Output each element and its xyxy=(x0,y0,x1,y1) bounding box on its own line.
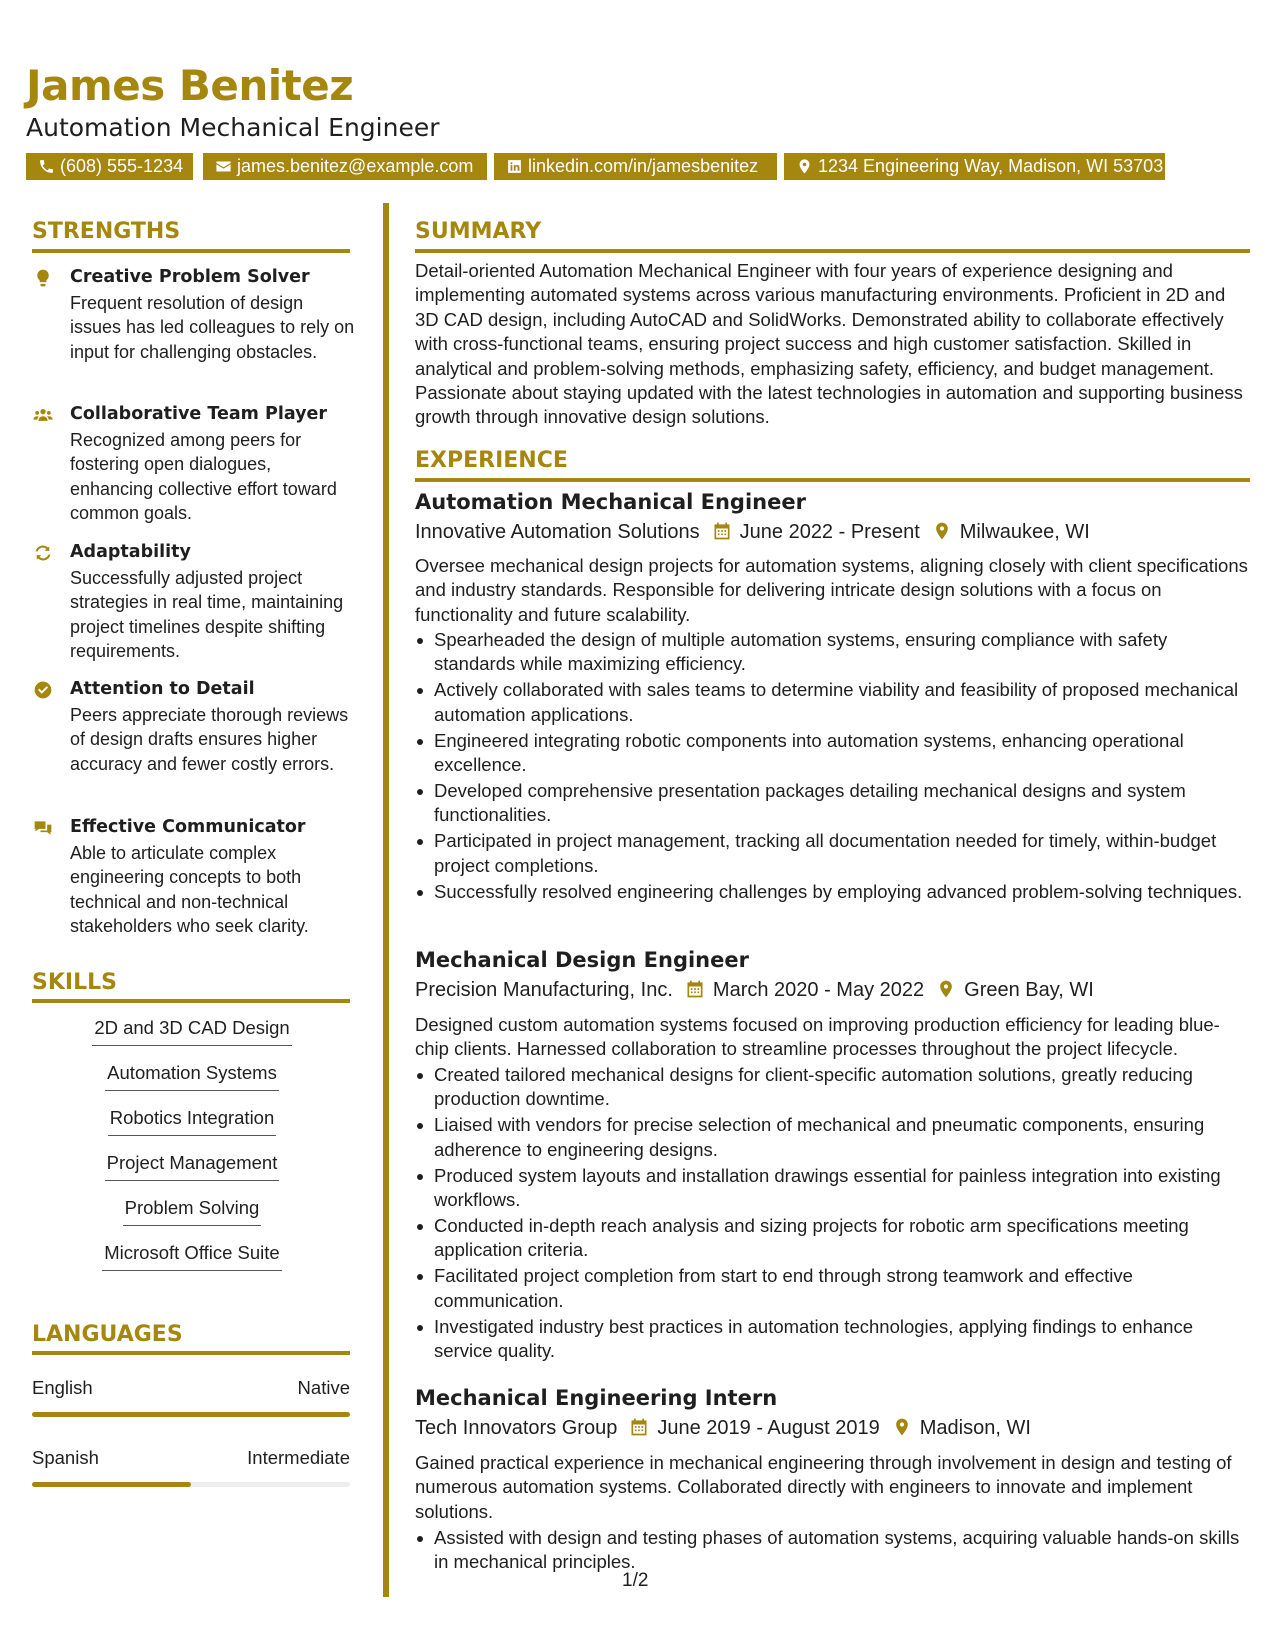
list-item: Produced system layouts and installation drawings essential for painless integration into existing workflows. xyxy=(415,1164,1250,1213)
language-name: Spanish xyxy=(32,1447,99,1468)
job-description: Oversee mechanical design projects for automation systems, aligning closely with client specifications and industry standards. Responsible for delivering intricate design solutions with a focus on functionality and future scalability. xyxy=(415,555,1248,625)
linkedin-text: linkedin.com/in/jamesbenitez xyxy=(528,156,759,176)
job-dates: March 2020 - May 2022 xyxy=(712,979,925,1001)
languages-rule xyxy=(32,1351,350,1355)
job-description: Designed custom automation systems focused on improving production efficiency for leading blue-chip clients. Harnessed collaboration to streamline processes throughout the project lifecycle. xyxy=(415,1014,1220,1060)
skill-label: Microsoft Office Suite xyxy=(102,1240,281,1271)
job-meta xyxy=(415,518,1090,546)
list-item: Facilitated project completion from start to end through strong teamwork and effective communication. xyxy=(415,1264,1250,1313)
linkedin-icon xyxy=(506,158,523,175)
phone-text: (608) 555-1234 xyxy=(60,156,184,176)
skill-label: 2D and 3D CAD Design xyxy=(92,1015,291,1046)
calendar-icon xyxy=(712,521,732,541)
resume-header xyxy=(26,62,1256,144)
job-bullets xyxy=(415,1526,1250,1576)
job-title: Mechanical Design Engineer xyxy=(415,948,749,972)
address-text: 1234 Engineering Way, Madison, WI 53703 xyxy=(818,156,1164,176)
linkedin-chip[interactable] xyxy=(494,153,777,180)
strength-description: Successfully adjusted project strategies in real time, maintaining project timelines despite shifting requirements. xyxy=(70,568,344,662)
languages-heading: LANGUAGES xyxy=(32,1322,183,1347)
email-text: james.benitez@example.com xyxy=(237,156,474,176)
summary-heading: SUMMARY xyxy=(415,219,542,244)
language-item xyxy=(32,1447,350,1497)
list-item: Liaised with vendors for precise selection of mechanical and pneumatic components, ensuring adherence to engineering designs. xyxy=(415,1113,1250,1162)
list-item: Actively collaborated with sales teams to determine viability and feasibility of proposed mechanical automation applications. xyxy=(415,678,1250,727)
candidate-name: James Benitez xyxy=(26,61,354,110)
skills-heading: SKILLS xyxy=(32,970,117,995)
job-dates: June 2019 - August 2019 xyxy=(657,1417,880,1439)
skill-item xyxy=(32,1060,352,1094)
strength-title: Adaptability xyxy=(70,542,191,562)
sync-icon xyxy=(32,543,54,563)
check-circle-icon xyxy=(32,680,54,700)
experience-heading: EXPERIENCE xyxy=(415,448,568,473)
list-item: Created tailored mechanical designs for client-specific automation solutions, greatly reducing production downtime. xyxy=(415,1063,1250,1112)
list-item: Engineered integrating robotic components into automation systems, enhancing operational excellence. xyxy=(415,729,1250,778)
map-marker-icon xyxy=(936,979,956,999)
job-dates: June 2022 - Present xyxy=(739,521,920,543)
list-item: Conducted in-depth reach analysis and sizing projects for robotic arm specifications meeting application criteria. xyxy=(415,1214,1250,1263)
skill-item xyxy=(32,1240,352,1274)
calendar-icon xyxy=(685,979,705,999)
page-number: 1/2 xyxy=(622,1570,649,1591)
job-description: Gained practical experience in mechanical engineering through involvement in design and testing of numerous automation systems. Collaborated directly with engineers to innovate and implement solutions. xyxy=(415,1452,1232,1522)
email-chip[interactable] xyxy=(203,153,487,180)
strength-title: Effective Communicator xyxy=(70,817,306,837)
language-level: Native xyxy=(297,1377,350,1398)
users-icon xyxy=(32,405,54,425)
strength-title: Creative Problem Solver xyxy=(70,267,310,287)
language-proficiency-fill xyxy=(32,1482,191,1487)
strength-title: Collaborative Team Player xyxy=(70,404,328,424)
summary-rule xyxy=(415,249,1250,253)
phone-icon xyxy=(38,158,55,175)
job-company: Tech Innovators Group xyxy=(415,1417,618,1439)
strength-description: Peers appreciate thorough reviews of design drafts ensures higher accuracy and fewer costly errors. xyxy=(70,705,349,774)
job-meta xyxy=(415,976,1094,1004)
strength-title: Attention to Detail xyxy=(70,679,255,699)
map-marker-icon xyxy=(932,521,952,541)
column-divider xyxy=(383,203,389,1597)
list-item: Developed comprehensive presentation packages detailing mechanical designs and system functionalities. xyxy=(415,779,1250,828)
job-company: Innovative Automation Solutions xyxy=(415,521,700,543)
job-meta xyxy=(415,1414,1031,1442)
phone-chip[interactable] xyxy=(26,153,193,180)
envelope-icon xyxy=(215,158,232,175)
language-proficiency-bar xyxy=(32,1412,350,1417)
job-title: Mechanical Engineering Intern xyxy=(415,1386,778,1410)
skill-item xyxy=(32,1150,352,1184)
language-proficiency-fill xyxy=(32,1412,350,1417)
list-item: Participated in project management, tracking all documentation needed for timely, within-budget project completions. xyxy=(415,829,1250,878)
strengths-heading: STRENGTHS xyxy=(32,219,181,244)
strengths-rule xyxy=(32,249,350,253)
list-item: Investigated industry best practices in automation technologies, applying findings to enhance service quality. xyxy=(415,1315,1250,1364)
job-location: Madison, WI xyxy=(919,1417,1031,1439)
lightbulb-icon xyxy=(32,268,54,288)
job-bullets xyxy=(415,628,1250,905)
map-marker-icon xyxy=(796,158,813,175)
job-location: Milwaukee, WI xyxy=(959,521,1090,543)
calendar-icon xyxy=(629,1417,649,1437)
strength-description: Recognized among peers for fostering open dialogues, enhancing collective effort toward common goals. xyxy=(70,430,337,524)
experience-rule xyxy=(415,478,1250,482)
list-item: Spearheaded the design of multiple automation systems, ensuring compliance with safety standards while maximizing efficiency. xyxy=(415,628,1250,677)
summary-text: Detail-oriented Automation Mechanical Engineer with four years of experience designing and implementing automated systems across various manufacturing environments. Proficient in 2D and 3D CAD design, including AutoCAD and SolidWorks. Demonstrated ability to collaborate effectively with cross-functional teams, ensuring project success and high customer satisfaction. Skilled in analytical and problem-solving methods, emphasizing safety, efficiency, and budget management. Passionate about staying updated with the latest technologies in automation and supporting business growth through innovative design solutions. xyxy=(415,260,1243,428)
candidate-title: Automation Mechanical Engineer xyxy=(26,113,440,142)
job-title: Automation Mechanical Engineer xyxy=(415,490,806,514)
list-item: Successfully resolved engineering challenges by employing advanced problem-solving techniques. xyxy=(415,880,1250,904)
language-level: Intermediate xyxy=(247,1447,350,1468)
map-marker-icon xyxy=(892,1417,912,1437)
skill-item xyxy=(32,1195,352,1229)
skills-rule xyxy=(32,999,350,1003)
job-location: Green Bay, WI xyxy=(964,979,1094,1001)
list-item: Assisted with design and testing phases of automation systems, acquiring valuable hands-on skills in mechanical principles. xyxy=(415,1526,1250,1575)
skill-item xyxy=(32,1105,352,1139)
language-item xyxy=(32,1377,350,1427)
strength-description: Frequent resolution of design issues has led colleagues to rely on input for challenging obstacles. xyxy=(70,293,355,362)
language-proficiency-bar xyxy=(32,1482,350,1487)
skill-item xyxy=(32,1015,352,1049)
strength-description: Able to articulate complex engineering concepts to both technical and non-technical stakeholders who seek clarity. xyxy=(70,843,309,937)
job-company: Precision Manufacturing, Inc. xyxy=(415,979,673,1001)
language-name: English xyxy=(32,1377,93,1398)
skill-label: Project Management xyxy=(105,1150,280,1181)
address-chip[interactable] xyxy=(784,153,1165,180)
job-bullets xyxy=(415,1063,1250,1365)
skill-label: Robotics Integration xyxy=(108,1105,277,1136)
skill-label: Automation Systems xyxy=(105,1060,279,1091)
comments-icon xyxy=(32,818,54,838)
skill-label: Problem Solving xyxy=(123,1195,262,1226)
